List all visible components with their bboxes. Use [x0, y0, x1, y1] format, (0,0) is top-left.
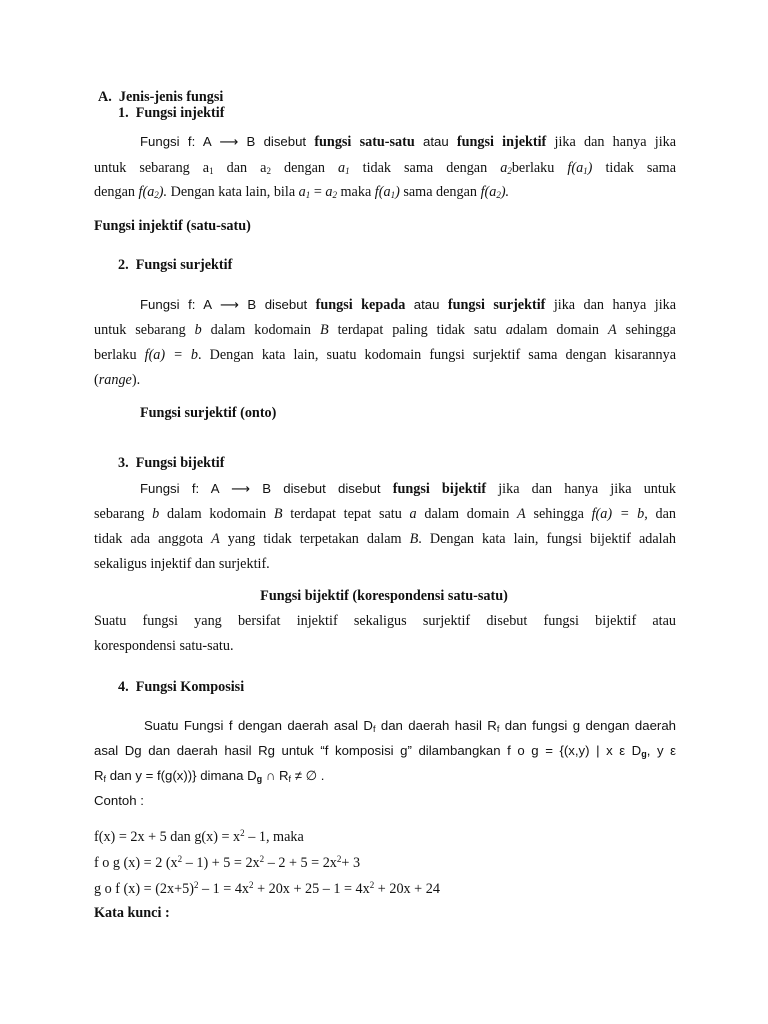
injektif-line-3: dengan $f(a_2)$. Dengan kata lain, bila $a_1 = a_2$ maka $f(a_1)$ sama dengan $f(a_2)$.	[94, 184, 510, 200]
section-heading	[98, 89, 223, 106]
contoh-label: Contoh :	[94, 793, 144, 808]
surjektif-line-3: berlaku f(a) = b. Dengan kata lain, suatu kodomain fungsi surjektif sama dengan kisarannya	[94, 347, 677, 363]
heading-number: 4.	[118, 679, 129, 695]
heading-number: 3.	[118, 455, 129, 471]
example-line-1: f(x) = 2x + 5 dan $g(x) = x^2 - 1$, maka	[94, 828, 304, 845]
example-line-3: g o f $(x) = (2x+5)^2 - 1 = 4x^2 + 20x + 25 - 1 = 4x^2 + 20x + 24$	[94, 880, 440, 897]
caption-bijektif: Fungsi bijektif (korespondensi satu-satu)	[260, 588, 508, 604]
heading-number: 2.	[118, 257, 129, 273]
bijektif-line-3: tidak ada anggota A yang tidak terpetakan dalam B. Dengan kata lain, fungsi bijektif adalah	[94, 531, 677, 547]
bijektif-paragraph-line-1: Suatu fungsi yang bersifat injektif sekaligus surjektif disebut fungsi bijektif atau	[94, 613, 676, 629]
heading-surjektif	[118, 257, 232, 274]
example-line-2: f o g (x) = 2 $(x^2 - 1) + 5 = 2x^2 - 2 + 5 = 2x^2+ 3$	[94, 854, 361, 871]
surjektif-line-2: untuk sebarang b dalam kodomain B terdapat paling tidak satu adalam domain A sehingga	[94, 322, 676, 338]
heading-title: Fungsi injektif	[135, 105, 225, 121]
injektif-line-1: Fungsi f: A ⟶ B disebut fungsi satu-satu atau fungsi injektif jika dan hanya jika	[140, 134, 677, 150]
heading-number: 1.	[118, 105, 129, 121]
section-title: Jenis-jenis fungsi	[118, 89, 224, 105]
komposisi-line-3: $R_f$ dan y = f(g(x))} dimana $D_g$ ∩ $R_f$ ≠ ∅ .	[94, 768, 325, 784]
caption-surjektif: Fungsi surjektif (onto)	[140, 405, 277, 421]
heading-bijektif	[118, 455, 224, 472]
bijektif-line-1: Fungsi f: A ⟶ B disebut disebut fungsi bijektif jika dan hanya jika untuk	[140, 481, 677, 497]
heading-title: Fungsi bijektif	[135, 455, 225, 471]
heading-komposisi	[118, 679, 244, 696]
heading-title: Fungsi surjektif	[135, 257, 233, 273]
komposisi-line-2: asal Dg dan daerah hasil Rg untuk “f komposisi g” dilambangkan f o g = {(x,y) | x ε $D_g$, y ε	[94, 743, 676, 759]
heading-title: Fungsi Komposisi	[135, 679, 245, 695]
surjektif-line-1: Fungsi f: A ⟶ B disebut fungsi kepada atau fungsi surjektif jika dan hanya jika	[140, 297, 677, 313]
bijektif-line-4: sekaligus injektif dan surjektif.	[94, 556, 270, 572]
bijektif-paragraph-line-2: korespondensi satu-satu.	[94, 638, 234, 654]
surjektif-line-4: (range).	[94, 372, 141, 388]
heading-injektif	[118, 105, 224, 122]
bijektif-line-2: sebarang b dalam kodomain B terdapat tepat satu a dalam domain A sehingga f(a) = b, dan	[94, 506, 676, 522]
komposisi-line-1: Suatu Fungsi f dengan daerah asal $D_f$ dan daerah hasil $R_f$ dan fungsi g dengan daerah	[144, 718, 676, 734]
section-letter: A.	[98, 89, 112, 105]
injektif-line-2: untuk sebarang $a_1$ dan $a_2$ dengan $a_1$ tidak sama dengan $a_2berlaku$ $f(a_1)$ tidak sama	[94, 160, 676, 176]
caption-injektif: Fungsi injektif (satu-satu)	[94, 218, 251, 234]
kata-kunci-label: Kata kunci :	[94, 905, 170, 921]
